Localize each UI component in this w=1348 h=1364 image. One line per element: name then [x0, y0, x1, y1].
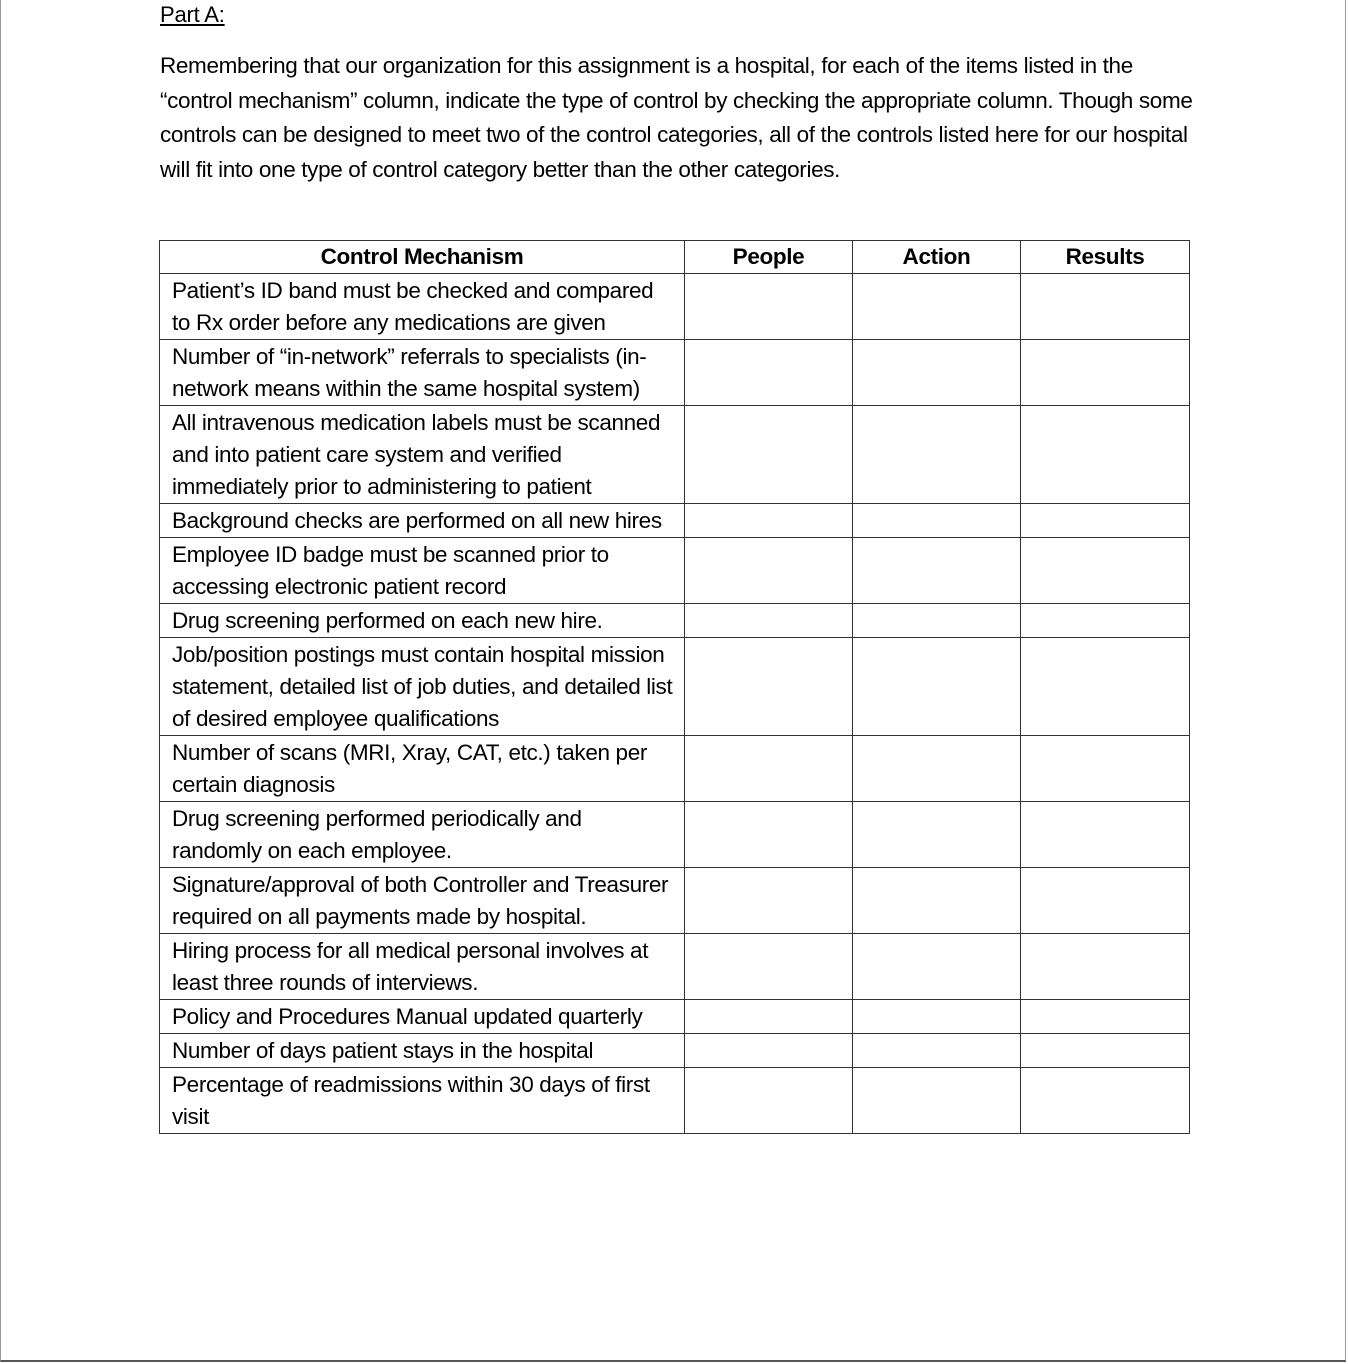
table-row — [160, 802, 1190, 868]
results-check-cell[interactable] — [1021, 538, 1190, 604]
action-check-cell[interactable] — [853, 538, 1021, 604]
action-check-cell[interactable] — [853, 604, 1021, 638]
control-mechanism-cell: Policy and Procedures Manual updated quarterly — [160, 1000, 685, 1034]
control-mechanism-cell: Background checks are performed on all new hires — [160, 504, 685, 538]
people-check-cell[interactable] — [685, 868, 853, 934]
results-check-cell[interactable] — [1021, 934, 1190, 1000]
section-heading: Part A: — [160, 2, 225, 27]
people-check-cell[interactable] — [685, 406, 853, 504]
table-row — [160, 1068, 1190, 1134]
control-mechanism-cell: Patient’s ID band must be checked and compared to Rx order before any medications are given — [160, 274, 685, 340]
action-check-cell[interactable] — [853, 274, 1021, 340]
results-check-cell[interactable] — [1021, 504, 1190, 538]
table-row — [160, 736, 1190, 802]
table-row — [160, 1000, 1190, 1034]
control-mechanism-cell: Job/position postings must contain hospital mission statement, detailed list of job duties, and detailed list of desired employee qualifications — [160, 638, 685, 736]
people-check-cell[interactable] — [685, 934, 853, 1000]
table-row — [160, 868, 1190, 934]
results-check-cell[interactable] — [1021, 638, 1190, 736]
people-check-cell[interactable] — [685, 1068, 853, 1134]
table-row — [160, 504, 1190, 538]
header-results: Results — [1021, 241, 1190, 274]
table-row — [160, 406, 1190, 504]
control-mechanism-cell: Drug screening performed on each new hire. — [160, 604, 685, 638]
table-row — [160, 638, 1190, 736]
people-check-cell[interactable] — [685, 802, 853, 868]
results-check-cell[interactable] — [1021, 802, 1190, 868]
control-mechanism-cell: Drug screening performed periodically and randomly on each employee. — [160, 802, 685, 868]
header-people: People — [685, 241, 853, 274]
results-check-cell[interactable] — [1021, 868, 1190, 934]
action-check-cell[interactable] — [853, 868, 1021, 934]
control-mechanism-cell: Number of “in-network” referrals to specialists (in-network means within the same hospital system) — [160, 340, 685, 406]
results-check-cell[interactable] — [1021, 604, 1190, 638]
control-mechanism-cell: Number of scans (MRI, Xray, CAT, etc.) taken per certain diagnosis — [160, 736, 685, 802]
control-mechanism-cell: Number of days patient stays in the hospital — [160, 1034, 685, 1068]
people-check-cell[interactable] — [685, 1000, 853, 1034]
people-check-cell[interactable] — [685, 1034, 853, 1068]
table-row — [160, 274, 1190, 340]
table-row — [160, 934, 1190, 1000]
action-check-cell[interactable] — [853, 934, 1021, 1000]
control-mechanism-cell: Employee ID badge must be scanned prior to accessing electronic patient record — [160, 538, 685, 604]
people-check-cell[interactable] — [685, 638, 853, 736]
control-mechanism-cell: All intravenous medication labels must be scanned and into patient care system and verified immediately prior to administering to patient — [160, 406, 685, 504]
action-check-cell[interactable] — [853, 638, 1021, 736]
people-check-cell[interactable] — [685, 538, 853, 604]
people-check-cell[interactable] — [685, 504, 853, 538]
table-row — [160, 340, 1190, 406]
action-check-cell[interactable] — [853, 802, 1021, 868]
table-row — [160, 1034, 1190, 1068]
control-mechanism-cell: Signature/approval of both Controller and Treasurer required on all payments made by hospital. — [160, 868, 685, 934]
results-check-cell[interactable] — [1021, 340, 1190, 406]
results-check-cell[interactable] — [1021, 1034, 1190, 1068]
results-check-cell[interactable] — [1021, 274, 1190, 340]
table-header-row — [160, 241, 1190, 274]
header-action: Action — [853, 241, 1021, 274]
people-check-cell[interactable] — [685, 340, 853, 406]
results-check-cell[interactable] — [1021, 406, 1190, 504]
document-body — [160, 0, 1193, 187]
action-check-cell[interactable] — [853, 1034, 1021, 1068]
control-mechanism-cell: Hiring process for all medical personal involves at least three rounds of interviews. — [160, 934, 685, 1000]
results-check-cell[interactable] — [1021, 736, 1190, 802]
action-check-cell[interactable] — [853, 1000, 1021, 1034]
instructions-paragraph: Remembering that our organization for this assignment is a hospital, for each of the items listed in the “control mechanism” column, indicate the type of control by checking the appropriate column. Though some controls can be designed to meet two of the control categories, all of the controls listed here for our hospital will fit into one type of control category better than the other categories. — [160, 53, 1193, 182]
action-check-cell[interactable] — [853, 504, 1021, 538]
results-check-cell[interactable] — [1021, 1000, 1190, 1034]
header-control-mechanism: Control Mechanism — [160, 241, 685, 274]
control-classification-table — [159, 240, 1190, 1134]
action-check-cell[interactable] — [853, 1068, 1021, 1134]
people-check-cell[interactable] — [685, 736, 853, 802]
table-row — [160, 604, 1190, 638]
people-check-cell[interactable] — [685, 274, 853, 340]
people-check-cell[interactable] — [685, 604, 853, 638]
control-mechanism-cell: Percentage of readmissions within 30 days of first visit — [160, 1068, 685, 1134]
results-check-cell[interactable] — [1021, 1068, 1190, 1134]
action-check-cell[interactable] — [853, 406, 1021, 504]
action-check-cell[interactable] — [853, 340, 1021, 406]
action-check-cell[interactable] — [853, 736, 1021, 802]
table-row — [160, 538, 1190, 604]
